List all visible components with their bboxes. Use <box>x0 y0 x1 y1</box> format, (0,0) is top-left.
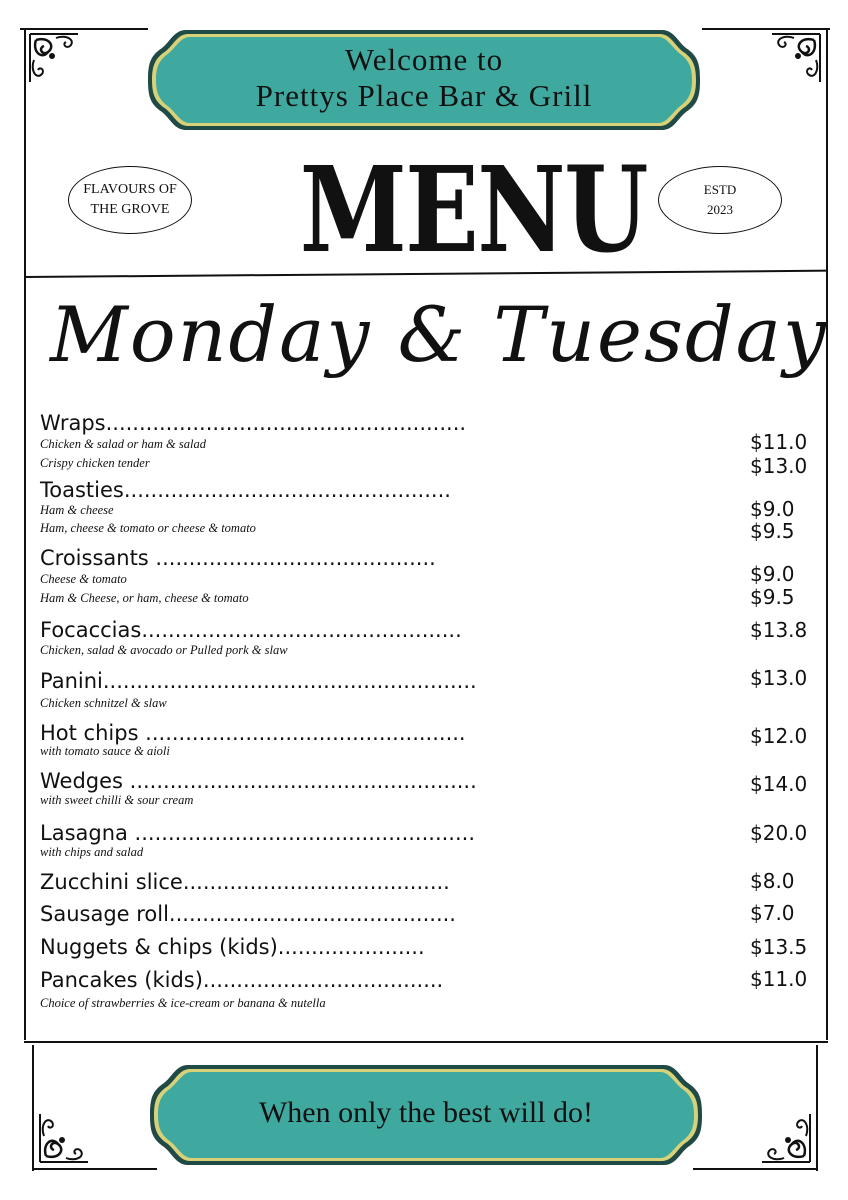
bottom-left-rule <box>32 1168 157 1170</box>
menu-item-panini <box>40 668 477 712</box>
menu-item-price: $7.0 <box>750 901 795 925</box>
footer-tagline: When only the best will do! <box>258 1096 594 1129</box>
menu-item-desc: Chicken & salad or ham & salad <box>40 437 206 451</box>
corner-ornament-top-left-icon <box>26 30 84 88</box>
menu-item-name: Wraps...................................................... <box>40 411 467 435</box>
menu-item-desc: Cheese & tomato <box>40 572 127 586</box>
menu-item-price: $13.5 <box>750 935 808 959</box>
menu-item-name: Pancakes (kids).................................... <box>40 968 444 992</box>
corner-ornament-bottom-left-icon <box>36 1108 94 1166</box>
right-badge-line-1: ESTD <box>703 182 737 197</box>
menu-item-price: $8.0 <box>750 869 795 893</box>
menu-item-price: $20.0 <box>750 821 808 845</box>
right-badge <box>658 166 782 234</box>
menu-item-desc: Chicken, salad & avocado or Pulled pork & slaw <box>40 643 288 657</box>
welcome-banner <box>146 28 702 132</box>
menu-item-desc: Ham & Cheese, or ham, cheese & tomato <box>40 591 249 605</box>
menu-item-price: $13.0 <box>750 666 808 690</box>
menu-item-price: $9.5 <box>750 585 795 609</box>
menu-item-croissants <box>40 545 436 607</box>
menu-item-nuggets-chips <box>40 934 425 960</box>
menu-item-price: $9.0 <box>750 562 795 586</box>
menu-item-price: $9.5 <box>750 519 795 543</box>
right-badge-line-2: 2023 <box>707 202 733 217</box>
menu-item-wraps <box>40 410 466 472</box>
menu-item-name: Panini........................................................ <box>40 669 477 693</box>
menu-title: MENU <box>299 140 647 279</box>
menu-item-desc: Ham & cheese <box>40 503 114 517</box>
footer-divider <box>24 1041 828 1043</box>
menu-item-price: $13.0 <box>750 454 808 478</box>
welcome-line-1: Welcome to <box>344 42 504 77</box>
menu-item-name: Lasagna ................................................... <box>40 821 476 845</box>
menu-item-toasties <box>40 477 451 537</box>
menu-item-desc: Chicken schnitzel & slaw <box>40 696 167 710</box>
footer-frame-left <box>32 1045 34 1171</box>
menu-item-name: Hot chips ................................................ <box>40 721 466 745</box>
menu-item-name: Focaccias................................................ <box>40 618 462 642</box>
menu-item-hot-chips <box>40 720 466 760</box>
menu-item-name: Nuggets & chips (kids)...................... <box>40 935 425 959</box>
corner-ornament-bottom-right-icon <box>756 1108 814 1166</box>
frame-right <box>826 30 828 1040</box>
menu-item-desc: Crispy chicken tender <box>40 456 150 470</box>
menu-item-lasagna <box>40 820 475 861</box>
frame-left <box>24 30 26 1040</box>
menu-item-desc: with tomato sauce & aioli <box>40 744 170 758</box>
footer-banner <box>148 1063 704 1167</box>
menu-item-desc: Choice of strawberries & ice-cream or banana & nutella <box>40 996 326 1010</box>
left-badge-line-1: FLAVOURS OF <box>83 182 177 197</box>
menu-item-sausage-roll <box>40 901 456 927</box>
menu-item-name: Croissants .......................................... <box>40 546 436 570</box>
menu-item-zucchini-slice <box>40 869 450 895</box>
menu-item-name: Sausage roll........................................... <box>40 902 456 926</box>
menu-item-wedges <box>40 768 477 809</box>
left-badge-line-2: THE GROVE <box>90 202 170 217</box>
menu-item-desc: with chips and salad <box>40 845 144 859</box>
corner-ornament-top-right-icon <box>766 30 824 88</box>
menu-item-price: $11.0 <box>750 430 808 454</box>
menu-item-desc: with sweet chilli & sour cream <box>40 793 194 807</box>
menu-item-name: Wedges .................................................... <box>40 769 477 793</box>
menu-item-focaccias <box>40 617 462 659</box>
footer-frame-right <box>816 1045 818 1171</box>
section-title: Monday & Tuesday <box>50 290 828 379</box>
menu-item-desc: Ham, cheese & tomato or cheese & tomato <box>40 521 256 535</box>
left-badge <box>68 166 192 234</box>
menu-item-price: $11.0 <box>750 967 808 991</box>
menu-item-name: Toasties................................................. <box>40 478 451 502</box>
menu-item-price: $9.0 <box>750 497 795 521</box>
bottom-right-rule <box>693 1168 818 1170</box>
menu-item-price: $13.8 <box>750 618 808 642</box>
menu-item-name: Zucchini slice........................................ <box>40 870 450 894</box>
menu-item-pancakes <box>40 967 443 1012</box>
welcome-line-2: Prettys Place Bar & Grill <box>255 78 593 113</box>
menu-item-price: $14.0 <box>750 772 808 796</box>
menu-item-price: $12.0 <box>750 724 808 748</box>
